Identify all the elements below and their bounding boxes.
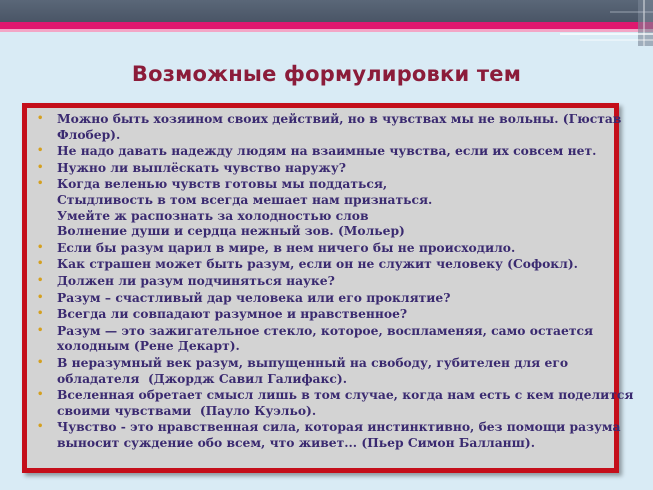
topic-text-line: Всегда ли совпадают разумное и нравственное?: [57, 306, 408, 322]
topic-text-line: Если бы разум царил в мире, в нем ничего бы не происходило.: [57, 239, 516, 255]
topic-item: [35, 355, 606, 386]
bullet-icon: •: [37, 389, 44, 401]
topic-text-line: В неразумный век разум, выпущенный на свободу, губителен для его: [57, 354, 569, 370]
topic-item: [35, 419, 621, 450]
bullet-icon: •: [37, 291, 44, 303]
topic-item: [35, 160, 606, 176]
decorative-corner-lines: [560, 0, 653, 46]
topic-text-line: Стыдливость в том всегда мешает нам признаться.: [57, 191, 433, 207]
topic-text-line: Нужно ли выплёскать чувство наружу?: [57, 159, 346, 175]
topic-item: [35, 306, 606, 322]
slide-title: Возможные формулировки тем: [131, 62, 522, 86]
topic-text-line: Должен ли разум подчиняться науке?: [57, 272, 335, 288]
bullet-icon: •: [37, 258, 44, 270]
topic-text-line: Чувство - это нравственная сила, которая инстинктивно, без помощи разума: [57, 419, 621, 435]
topic-item: [35, 240, 606, 256]
topic-text-line: Вселенная обретает смысл лишь в том случае, когда нам есть с кем поделится: [57, 387, 634, 403]
topics-list: [27, 108, 634, 450]
bullet-icon: •: [37, 241, 44, 253]
topic-item: [35, 290, 606, 306]
topics-box: [22, 103, 634, 473]
topic-item: [35, 111, 622, 142]
topic-text-line: Когда веленью чувств готовы мы поддаться,: [57, 176, 388, 192]
topic-text-line: Умейте ж распознать за холодностью слов: [57, 207, 369, 223]
topic-text-line: выносит суждение обо всем, что живет... (Пьер Симон Балланш).: [57, 434, 535, 450]
bullet-icon: •: [37, 308, 44, 320]
topic-item: [35, 176, 606, 238]
topic-text-line: Как страшен может быть разум, если он не служит человеку (Софокл).: [57, 256, 578, 272]
accent-stripe-light: [0, 29, 653, 32]
accent-stripe: [0, 22, 653, 29]
topic-text-line: Не надо давать надежду людям на взаимные чувства, если их совсем нет.: [57, 143, 597, 159]
top-banner: [0, 0, 653, 22]
topic-text-line: Флобер).: [57, 126, 121, 142]
bullet-icon: •: [37, 178, 44, 190]
topic-item: [35, 323, 606, 354]
topic-text-line: обладателя (Джордж Савил Галифакс).: [57, 370, 347, 386]
bullet-icon: •: [37, 161, 44, 173]
topic-item: [35, 143, 606, 159]
topic-text-line: холодным (Рене Декарт).: [57, 338, 240, 354]
bullet-icon: •: [37, 113, 44, 124]
topic-text-line: своими чувствами (Пауло Куэльо).: [57, 402, 317, 418]
bullet-icon: •: [37, 324, 44, 336]
topic-text-line: Можно быть хозяином своих действий, но в чувствах мы не вольны. (Гюстав: [57, 111, 622, 126]
bullet-icon: •: [37, 421, 44, 433]
bullet-icon: •: [37, 356, 44, 368]
topic-item: [35, 256, 606, 272]
topic-text-line: Разум — это зажигательное стекло, которое, воспламеняя, само остается: [57, 322, 594, 338]
topic-text-line: Волнение души и сердца нежный зов. (Мольер): [57, 223, 405, 239]
bullet-icon: •: [37, 274, 44, 286]
topic-text-line: Разум – счастливый дар человека или его проклятие?: [57, 289, 451, 305]
bullet-icon: •: [37, 145, 44, 157]
topic-item: [35, 387, 634, 418]
topic-item: [35, 273, 606, 289]
